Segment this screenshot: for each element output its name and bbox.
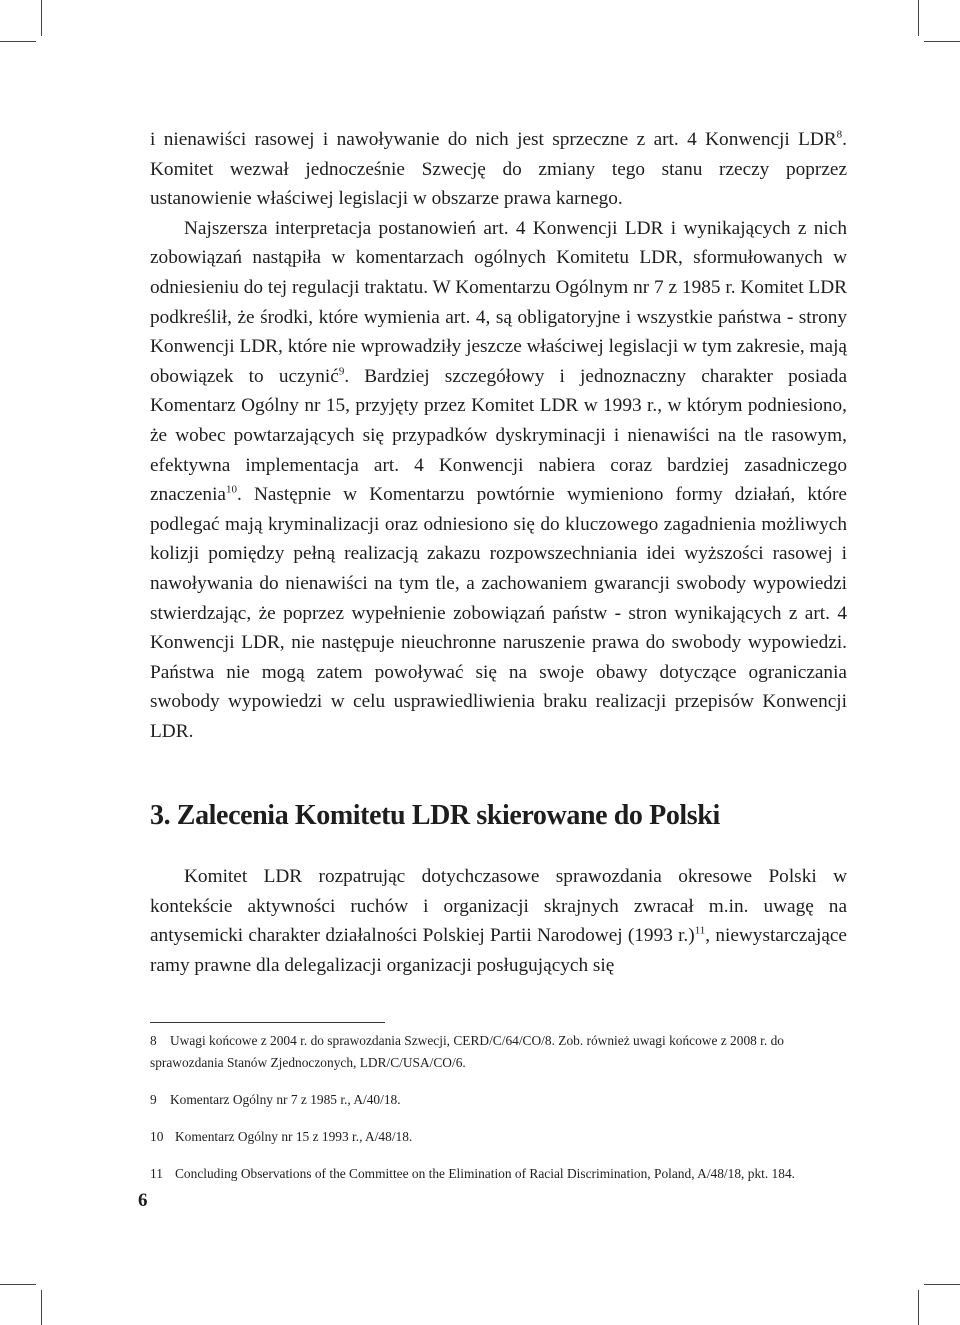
crop-mark-bottom-right <box>918 1290 919 1325</box>
footnotes <box>150 1030 847 1200</box>
footnote-ref-10[interactable]: 10 <box>226 483 237 496</box>
footnote-10: 10 Komentarz Ogólny nr 15 z 1993 r., A/48/18. <box>150 1129 413 1144</box>
page-number: 6 <box>138 1190 148 1211</box>
footnote-9: 9 Komentarz Ogólny nr 7 z 1985 r., A/40/18. <box>150 1092 401 1107</box>
paragraph-2: Najszersza interpretacja postanowień art. 4 Konwencji LDR i wynikających z nich zobowiązań nastąpiła w komentarzach ogólnych Komitetu LDR, sformułowanych w odniesieniu do tej regulacji traktatu. W Komentarzu Ogólnym nr 7 z 1985 r. Komitet LDR podkreślił, że środki, które wymienia art. 4, są obligatoryjne i wszystkie państwa - strony Konwencji LDR, które nie wprowadziły jeszcze właściwej legislacji w tym zakresie, mają obowiązek to uczynić$^9$. Bardziej szczegółowy i jednoznaczny charakter posiada Komentarz Ogólny nr 15, przyjęty przez Komitet LDR w 1993 r., w którym podniesiono, że wobec powtarzających się przypadków dyskryminacji i nienawiści na tle rasowym, efektywna implementacja art. 4 Konwencji nabiera coraz bardziej zasadniczego znaczenia$^{10}$. Następnie w Komentarzu powtórnie wymieniono formy działań, które podlegać mają kryminalizacji oraz odniesiono się do kluczowego zagadnienia możliwych kolizji pomiędzy pełną realizacją zakazu rozpowszechniania idei wyższości rasowej i nawoływania do nienawiści na tym tle, a zachowaniem gwarancji swobody wypowiedzi stwierdzając, że poprzez wypełnienie zobowiązań państw - stron wynikających z art. 4 Konwencji LDR, nie następuje nieuchronne naruszenie prawa do swobody wypowiedzi. Państwa nie mogą zatem powoływać się na swoje obawy dotyczące ograniczania swobody wypowiedzi w celu usprawiedliwienia braku realizacji przepisów Konwencji LDR. <box>150 217 847 742</box>
section-paragraph-1: Komitet LDR rozpatrując dotychczasowe sprawozdania okresowe Polski w kontekście aktywności ruchów i organizacji skrajnych zwracał m.in. uwagę na antysemicki charakter działalności Polskiej Partii Narodowej (1993 r.)$^{11}$, niewystarczające ramy prawne dla delegalizacji organizacji posługujących się <box>150 866 847 976</box>
paragraph-1: i nienawiści rasowej i nawoływanie do nich jest sprzeczne z art. 4 Konwencji LDR$^8$. Komitet wezwał jednocześnie Szwecję do zmiany tego stanu rzeczy poprzez ustanowienie właściwej legislacji w obszarze prawa karnego. <box>150 128 847 210</box>
crop-mark-right-top <box>924 41 960 42</box>
crop-mark-left-bottom <box>0 1284 36 1285</box>
section-text <box>150 862 847 980</box>
body-text <box>150 125 847 746</box>
footnote-ref-9[interactable]: 9 <box>338 365 345 378</box>
crop-mark-left-top <box>0 41 36 42</box>
footnote-11: 11 Concluding Observations of the Committee on the Elimination of Racial Discrimination, Poland, A/48/18, pkt. 184. <box>150 1166 795 1181</box>
crop-mark-top-right <box>918 0 919 36</box>
footnote-separator <box>150 1022 385 1023</box>
footnote-ref-8[interactable]: 8 <box>836 128 843 141</box>
section-heading: 3. Zalecenia Komitetu LDR skierowane do Polski <box>150 800 720 831</box>
crop-mark-bottom-left <box>41 1290 42 1325</box>
crop-mark-right-bottom <box>924 1284 960 1285</box>
footnote-8: 8 Uwagi końcowe z 2004 r. do sprawozdania Szwecji, CERD/C/64/CO/8. Zob. również uwagi końcowe z 2008 r. do sprawozdania Stanów Zjednoczonych, LDR/C/USA/CO/6. <box>150 1033 784 1070</box>
crop-mark-top-left <box>41 0 42 36</box>
footnote-ref-11[interactable]: 11 <box>694 924 706 937</box>
